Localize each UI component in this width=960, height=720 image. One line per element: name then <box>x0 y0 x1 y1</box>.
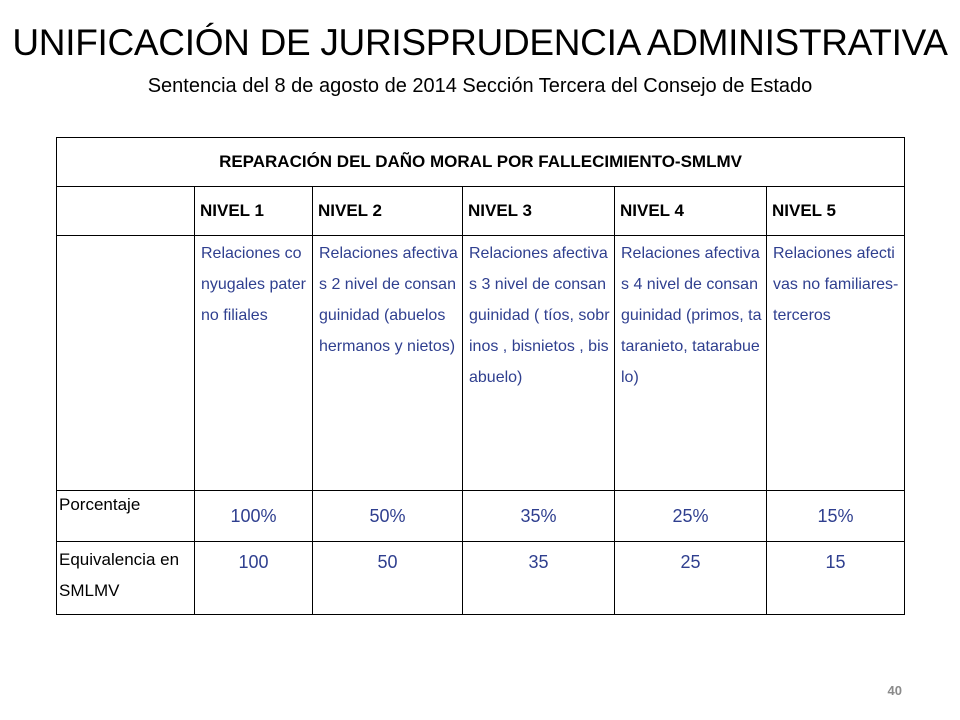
level-2-description: Relaciones afectivas 2 nivel de consanguinidad (abuelos hermanos y nietos) <box>313 236 463 491</box>
percentage-level-2: 50% <box>313 491 463 542</box>
page-number: 40 <box>887 683 902 698</box>
equivalence-row <box>57 542 905 615</box>
level-row <box>57 187 905 236</box>
level-5-description: Relaciones afectivas no familiares-terceros <box>767 236 905 491</box>
equivalence-level-2: 50 <box>313 542 463 615</box>
level-2-header: NIVEL 2 <box>313 187 463 236</box>
level-1-description: Relaciones conyugales paterno filiales <box>195 236 313 491</box>
equivalence-level-1: 100 <box>195 542 313 615</box>
percentage-level-4: 25% <box>615 491 767 542</box>
level-5-header: NIVEL 5 <box>767 187 905 236</box>
table-header: REPARACIÓN DEL DAÑO MORAL POR FALLECIMIENTO-SMLMV <box>57 138 905 187</box>
equivalence-level-5: 15 <box>767 542 905 615</box>
level-4-header: NIVEL 4 <box>615 187 767 236</box>
slide-subtitle: Sentencia del 8 de agosto de 2014 Sección Tercera del Consejo de Estado <box>147 75 813 97</box>
percentage-level-3: 35% <box>463 491 615 542</box>
level-3-header: NIVEL 3 <box>463 187 615 236</box>
level-1-header: NIVEL 1 <box>195 187 313 236</box>
equivalence-level-3: 35 <box>463 542 615 615</box>
percentage-level-5: 15% <box>767 491 905 542</box>
percentage-level-1: 100% <box>195 491 313 542</box>
slide-title: UNIFICACIÓN DE JURISPRUDENCIA ADMINISTRATIVA <box>12 22 948 63</box>
equivalence-level-4: 25 <box>615 542 767 615</box>
equivalence-label: Equivalencia en SMLMV <box>57 542 195 615</box>
damages-table <box>56 137 905 615</box>
percentage-row <box>57 491 905 542</box>
level-3-description: Relaciones afectivas 3 nivel de consanguinidad ( tíos, sobrinos , bisnietos , bisabuelo) <box>463 236 615 491</box>
empty-cell <box>57 236 195 491</box>
empty-cell <box>57 187 195 236</box>
level-4-description: Relaciones afectivas 4 nivel de consanguinidad (primos, tataranieto, tatarabuelo) <box>615 236 767 491</box>
percentage-label: Porcentaje <box>57 491 195 542</box>
description-row <box>57 236 905 491</box>
